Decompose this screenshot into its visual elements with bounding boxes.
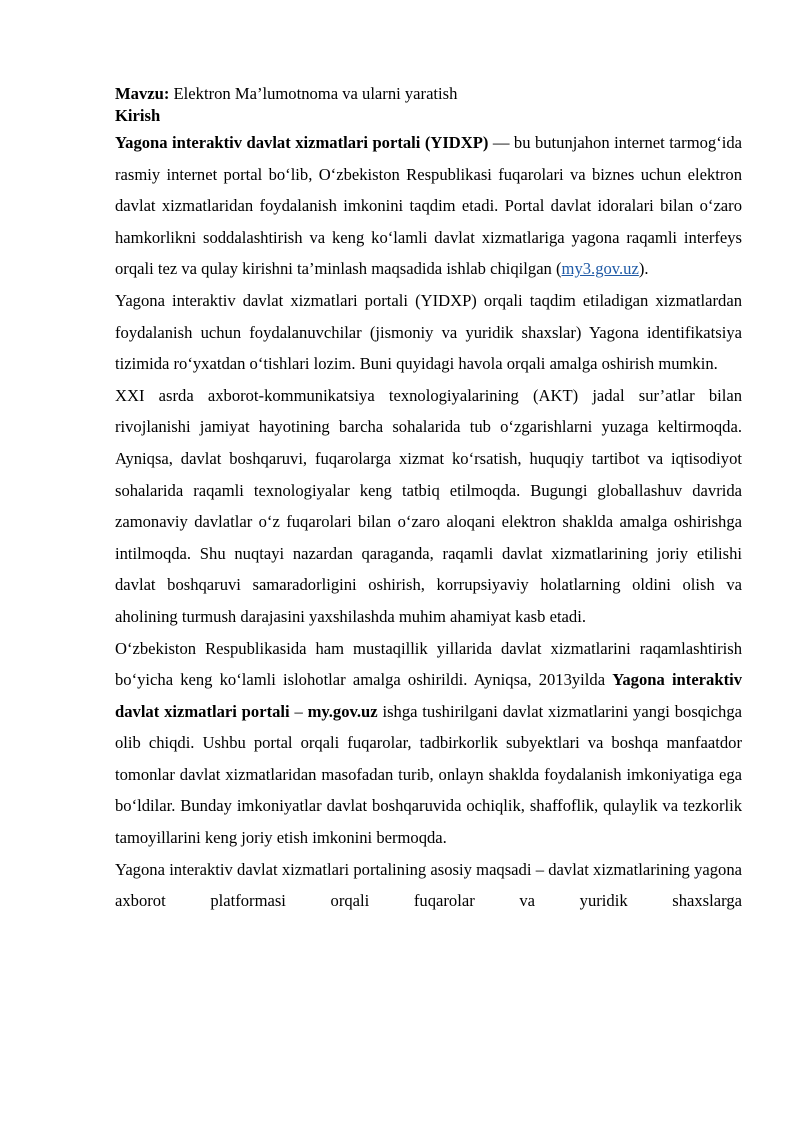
- paragraph-4-text: O‘zbekiston Respublikasida ham mustaqillik yillarida davlat xizmatlarini raqamlashtirish bo‘yicha keng ko‘lamli islohotlar amalga oshirildi. Ayniqsa, 2013yilda: [115, 638, 742, 690]
- portal-link[interactable]: my3.gov.uz: [561, 259, 639, 279]
- paragraph-4-rest: ishga tushirilgani davlat xizmatlarini yangi bosqichga olib chiqdi. Ushbu portal orqali fuqarolar, tadbirkorlik subyektlari va boshqa manfaatdor tomonlar davlat xizmatlaridan masofadan turib, onlayn shaklda foydalanish imkoniyatiga ega bo‘ldilar. Bunday imkoniyatlar davlat boshqaruvida ochiqlik, shaffoflik, qulaylik va tezkorlik tamoyillarini keng joriy etish imkonini bermoqda.: [115, 701, 743, 848]
- paragraph-2: Yagona interaktiv davlat xizmatlari portali (YIDXP) orqali taqdim etiladigan xizmatlardan foydalanish uchun foydalanuvchilar (jismoniy va yuridik shaxslar) Yagona identifikatsiya tizimida ro‘yxatdan o‘tishlari lozim. Buni quyidagi havola orqali amalga oshirish mumkin.: [115, 290, 742, 374]
- topic-line: [115, 83, 742, 105]
- paragraph-1-end: ).: [638, 259, 649, 279]
- topic-text: Elektron Ma’lumotnoma va ularni yaratish: [173, 84, 458, 103]
- topic-label: Mavzu:: [115, 84, 170, 103]
- portal-name-bold: Yagona interaktiv davlat xizmatlari portali (YIDXP): [115, 133, 489, 152]
- paragraph-1: [115, 127, 742, 285]
- paragraph-4: [115, 633, 742, 854]
- paragraph-1-text: — bu butunjahon internet tarmog‘ida rasmiy internet portal bo‘lib, O‘zbekiston Respublikasi fuqarolari va biznes uchun elektron davlat xizmatlaridan foydalanish imkonini taqdim etadi. Portal davlat idoralari bilan o‘zaro hamkorlikni soddalashtirish va keng ko‘lamli davlat xizmatlariga yagona raqamli interfeys orqali tez va qulay kirishni ta’minlash maqsadida ishlab chiqilgan (: [115, 133, 742, 279]
- paragraph-3: XXI asrda axborot-kommunikatsiya texnologiyalarining (AKT) jadal sur’atlar bilan rivojlanishi jamiyat hayotining barcha sohalarida tub o‘zgarishlarni yuzaga keltirmoqda. Ayniqsa, davlat boshqaruvi, fuqarolarga xizmat ko‘rsatish, huquqiy tartibot va iqtisodiyot sohalarida raqamli texnologiyalar keng tatbiq etilmoqda. Bugungi globallashuv davrida zamonaviy davlatlar o‘z fuqarolari bilan o‘zaro aloqani elektron shaklda amalga oshirishga intilmoqda. Shu nuqtayi nazardan qaraganda, raqamli davlat xizmatlarining joriy etilishi davlat boshqaruvi samaradorligini oshirish, korrupsiyaviy holatlarning oldini olish va aholining turmush darajasini yaxshilashda muhim ahamiyat kasb etadi.: [115, 385, 742, 626]
- portal-name-bold-2: Yagona interaktiv davlat xizmatlari portali: [115, 670, 743, 721]
- section-title-text: Kirish: [115, 106, 161, 125]
- dash: –: [289, 701, 308, 721]
- site-name-bold: my.gov.uz: [307, 701, 378, 721]
- document-page: [115, 83, 742, 917]
- paragraph-5: Yagona interaktiv davlat xizmatlari portalining asosiy maqsadi – davlat xizmatlarining yagona axborot platformasi orqali fuqarolar va yuridik shaxslarga: [115, 859, 742, 911]
- section-title: [115, 105, 742, 127]
